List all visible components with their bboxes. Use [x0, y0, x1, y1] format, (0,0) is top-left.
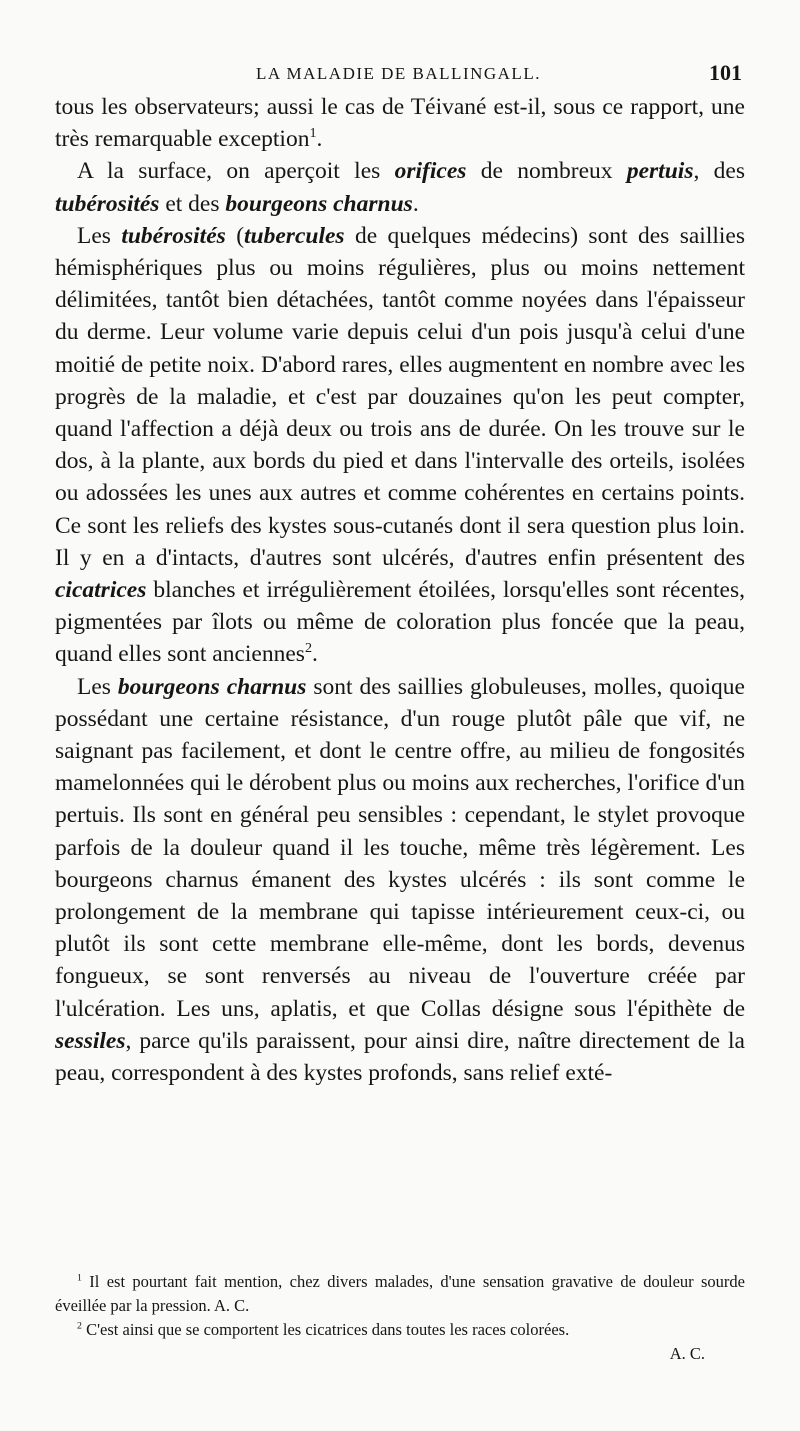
text-run: . — [312, 641, 318, 668]
text-run: ( — [225, 222, 245, 249]
footnote — [55, 1318, 745, 1342]
text-run: , des — [693, 158, 745, 185]
footnote-signature: A. C. — [669, 1344, 705, 1363]
footnote-text: C'est ainsi que se comportent les cicatrices dans toutes les races colorées. — [81, 1320, 570, 1339]
emphasized-term: tubérosités — [55, 190, 160, 217]
footnote — [55, 1270, 745, 1318]
emphasized-term: pertuis — [626, 158, 694, 185]
emphasized-term: tubercules — [244, 222, 345, 249]
text-run: et des — [159, 190, 226, 217]
text-run: de nombreux — [466, 158, 627, 185]
page-number: 101 — [709, 60, 742, 85]
paragraph — [55, 91, 745, 155]
paragraph — [55, 671, 745, 1090]
footnote-reference: 2 — [304, 640, 312, 657]
emphasized-term: orifices — [394, 158, 467, 185]
text-run: . — [316, 126, 323, 153]
footnote-text: Il est pourtant fait mention, chez divers malades, d'une sensation gravative de douleur sourde éveillée par la pression. A. C. — [55, 1272, 745, 1315]
footnote-reference: 1 — [309, 125, 317, 142]
text-run: tous les observateurs; aussi le cas de Téivané est-il, sous ce rapport, une très remarquable exception — [55, 94, 745, 153]
paragraph — [55, 220, 745, 671]
text-run: Les — [77, 673, 118, 700]
page-header — [55, 60, 742, 88]
text-run: de quelques médecins) sont des saillies hémisphériques plus ou moins régulières, plus ou moins nettement délimitées, tantôt bien détachées, tantôt comme noyées dans l'épaisseur du derme. Leur volume varie depuis celui d'un pois jusqu'à celui d'une moitié de petite noix. D'abord rares, elles augmentent en nombre avec les progrès de la maladie, et c'est par douzaines qu'on les peut compter, quand l'affection a déjà deux ou trois ans de durée. On les trouve sur le dos, à la plante, aux bords du pied et dans l'intervalle des orteils, isolées ou adossées les unes aux autres et comme cohérentes en certains points. Ce sont les reliefs des kystes sous-cutanés dont il sera question plus loin. Il y en a d'intacts, d'autres sont ulcérés, d'autres enfin présentent des — [55, 222, 745, 571]
emphasized-term: tubérosités — [121, 222, 226, 249]
body-text — [55, 91, 745, 1089]
text-run: Les — [77, 222, 122, 249]
footnote-mark: 1 — [77, 1272, 82, 1284]
footnotes — [55, 1270, 745, 1366]
emphasized-term: sessiles — [55, 1027, 126, 1054]
text-run: blanches et irrégulièrement étoilées, lorsqu'elles sont récentes, pigmentées par îlots ou même de coloration plus foncée que la peau, quand elles sont anciennes — [55, 577, 745, 668]
paragraph — [55, 155, 745, 219]
running-title: LA MALADIE DE BALLINGALL. — [256, 64, 541, 83]
footnote-mark: 2 — [77, 1320, 82, 1332]
emphasized-term: cicatrices — [55, 577, 147, 604]
text-run: A la surface, on aperçoit les — [77, 158, 395, 185]
emphasized-term: bourgeons charnus — [117, 673, 307, 700]
emphasized-term: bourgeons charnus — [225, 190, 413, 217]
text-run: sont des saillies globuleuses, molles, quoique possédant une certaine résistance, d'un rouge plutôt pâle que vif, ne saignant pas facilement, et dont le centre offre, au milieu de fongosités mamelonnées qui le dérobent plus ou moins aux recherches, l'orifice d'un pertuis. Ils sont en général peu sensibles : cependant, le stylet provoque parfois de la douleur quand il les touche, même très légèrement. Les bourgeons charnus émanent des kystes ulcérés : ils sont comme le prolongement de la membrane qui tapisse intérieurement ceux-ci, ou plutôt ils sont cette membrane elle-même, dont les bords, devenus fongueux, se sont renversés au niveau de l'ouverture créée par l'ulcération. Les uns, aplatis, et que Collas désigne sous l'épithète de — [55, 673, 745, 1022]
text-run: . — [412, 190, 419, 217]
text-run: , parce qu'ils paraissent, pour ainsi dire, naître directement de la peau, correspondent à des kystes profonds, sans relief exté- — [55, 1027, 745, 1087]
